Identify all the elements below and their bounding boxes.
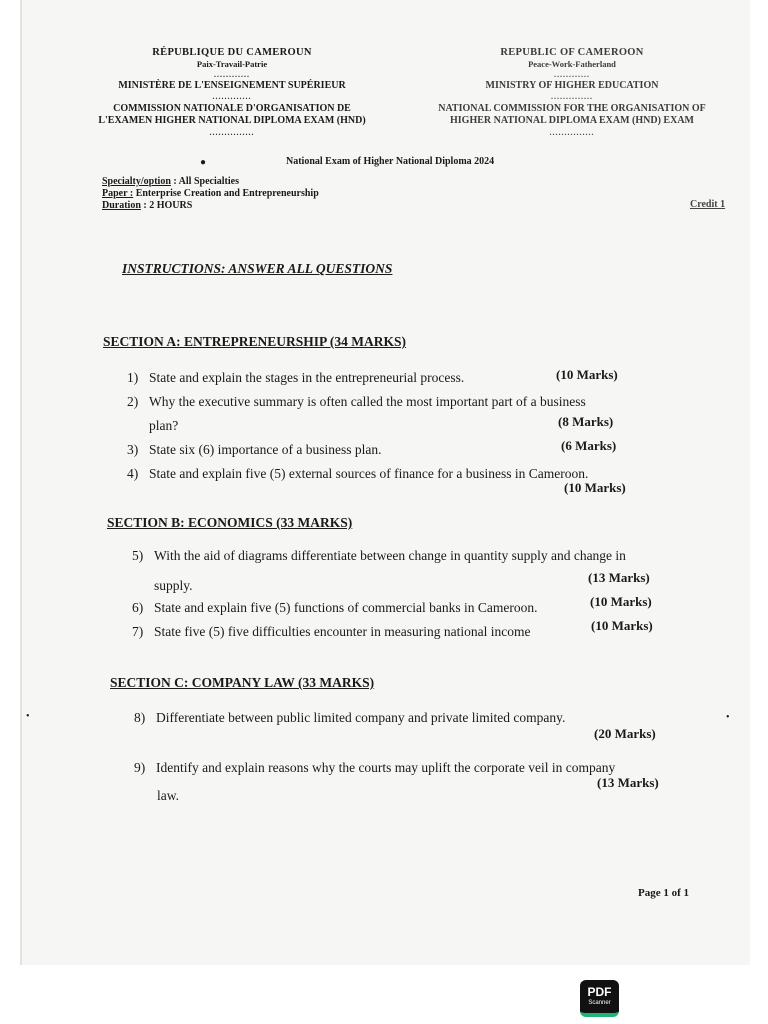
question-4-marks: (10 Marks)	[564, 480, 626, 495]
paper-row	[102, 188, 319, 200]
question-number: 7)	[132, 624, 144, 639]
specialty-label: Specialty/option	[102, 176, 171, 187]
header-right-country: REPUBLIC OF CAMEROON	[500, 47, 644, 58]
header-left-ministry: MINISTÈRE DE L'ENSEIGNEMENT SUPÉRIEUR	[118, 80, 346, 91]
section-a-title: SECTION A: ENTREPRENEURSHIP (34 MARKS)	[103, 334, 407, 349]
question-9-continuation: law.	[157, 788, 179, 803]
header-left-motto: Paix-Travail-Patrie	[196, 59, 268, 69]
question-number: 2)	[127, 394, 139, 409]
question-7	[132, 624, 531, 640]
question-number: 4)	[127, 466, 139, 481]
question-text: Differentiate between public limited company and private limited company.	[156, 710, 566, 725]
section-b-title: SECTION B: ECONOMICS (33 MARKS)	[107, 515, 353, 530]
question-3	[127, 442, 381, 458]
header-right-separator: ..............	[551, 92, 593, 101]
question-9	[134, 760, 615, 776]
header-right-commission-line1: NATIONAL COMMISSION FOR THE ORGANISATION OF	[438, 103, 706, 114]
specialty-row	[102, 176, 319, 188]
header-right	[382, 47, 762, 137]
credit-label: Credit 1	[690, 199, 726, 210]
question-number: 1)	[127, 370, 139, 385]
paper-value: Enterprise Creation and Entrepreneurship	[133, 188, 319, 199]
question-2	[127, 394, 667, 410]
question-3-marks: (6 Marks)	[561, 438, 617, 453]
question-number: 6)	[132, 600, 144, 615]
question-4	[127, 466, 588, 482]
specialty-value: : All Specialties	[170, 176, 239, 187]
question-1-marks: (10 Marks)	[556, 367, 618, 382]
question-5	[132, 548, 626, 564]
question-5-continuation: supply.	[154, 578, 193, 593]
question-8	[134, 710, 565, 726]
question-2-marks: (8 Marks)	[558, 414, 614, 429]
pdf-scanner-logo-text: PDF	[587, 985, 612, 999]
header-right-separator: ...............	[549, 128, 595, 137]
question-text: State and explain the stages in the entrepreneurial process.	[149, 370, 465, 385]
pdf-scanner-logo[interactable]	[580, 980, 619, 1017]
header-right-motto: Peace-Work-Fatherland	[528, 59, 616, 69]
question-text: Identify and explain reasons why the courts may uplift the corporate veil in company	[156, 760, 616, 775]
instructions-heading: INSTRUCTIONS: ANSWER ALL QUESTIONS	[122, 261, 393, 276]
question-1	[127, 370, 464, 386]
exam-paper	[20, 0, 750, 965]
question-text: State and explain five (5) external sources of finance for a business in Cameroon.	[149, 466, 589, 481]
exam-meta	[102, 176, 319, 212]
question-7-marks: (10 Marks)	[591, 618, 653, 633]
header-right-ministry: MINISTRY OF HIGHER EDUCATION	[485, 80, 659, 91]
header-left-separator: ............	[214, 70, 250, 79]
question-text: State and explain five (5) functions of commercial banks in Cameroon.	[154, 600, 538, 615]
page-number: Page 1 of 1	[638, 887, 690, 899]
question-number: 5)	[132, 548, 144, 563]
question-9-marks: (13 Marks)	[597, 775, 659, 790]
ink-dot: •	[726, 712, 730, 723]
header-left-commission-line2: L'EXAMEN HIGHER NATIONAL DIPLOMA EXAM (HND)	[98, 115, 366, 126]
ink-dot: •	[26, 711, 30, 722]
question-text: State five (5) five difficulties encounter in measuring national income	[154, 624, 531, 639]
header-left-separator: .............	[212, 92, 252, 101]
paper-label: Paper :	[102, 188, 134, 199]
question-5-marks: (13 Marks)	[588, 570, 650, 585]
question-text: With the aid of diagrams differentiate between change in quantity supply and change in	[154, 548, 626, 563]
question-text: State six (6) importance of a business plan.	[149, 442, 382, 457]
header-left-country: RÉPUBLIQUE DU CAMEROUN	[152, 47, 312, 58]
question-number: 3)	[127, 442, 139, 457]
ink-dot: ●	[200, 157, 207, 168]
header-left	[42, 47, 422, 137]
header-left-commission-line1: COMMISSION NATIONALE D'ORGANISATION DE	[113, 103, 351, 114]
duration-row	[102, 200, 319, 212]
question-2-continuation: plan?	[149, 418, 179, 433]
duration-value: : 2 HOURS	[140, 200, 193, 211]
section-c-title: SECTION C: COMPANY LAW (33 MARKS)	[110, 675, 375, 690]
exam-title: National Exam of Higher National Diploma 2024	[286, 156, 495, 167]
question-text: Why the executive summary is often called the most important part of a business	[149, 394, 586, 409]
question-6	[132, 600, 538, 616]
question-6-marks: (10 Marks)	[590, 594, 652, 609]
question-number: 8)	[134, 710, 146, 725]
question-number: 9)	[134, 760, 146, 775]
pdf-scanner-logo-subtext: Scanner	[588, 1000, 611, 1006]
duration-label: Duration	[102, 200, 141, 211]
header-left-separator: ...............	[209, 128, 255, 137]
question-8-marks: (20 Marks)	[594, 726, 656, 741]
header-right-separator: ............	[554, 70, 590, 79]
header-right-commission-line2: HIGHER NATIONAL DIPLOMA EXAM (HND) EXAM	[450, 115, 694, 126]
